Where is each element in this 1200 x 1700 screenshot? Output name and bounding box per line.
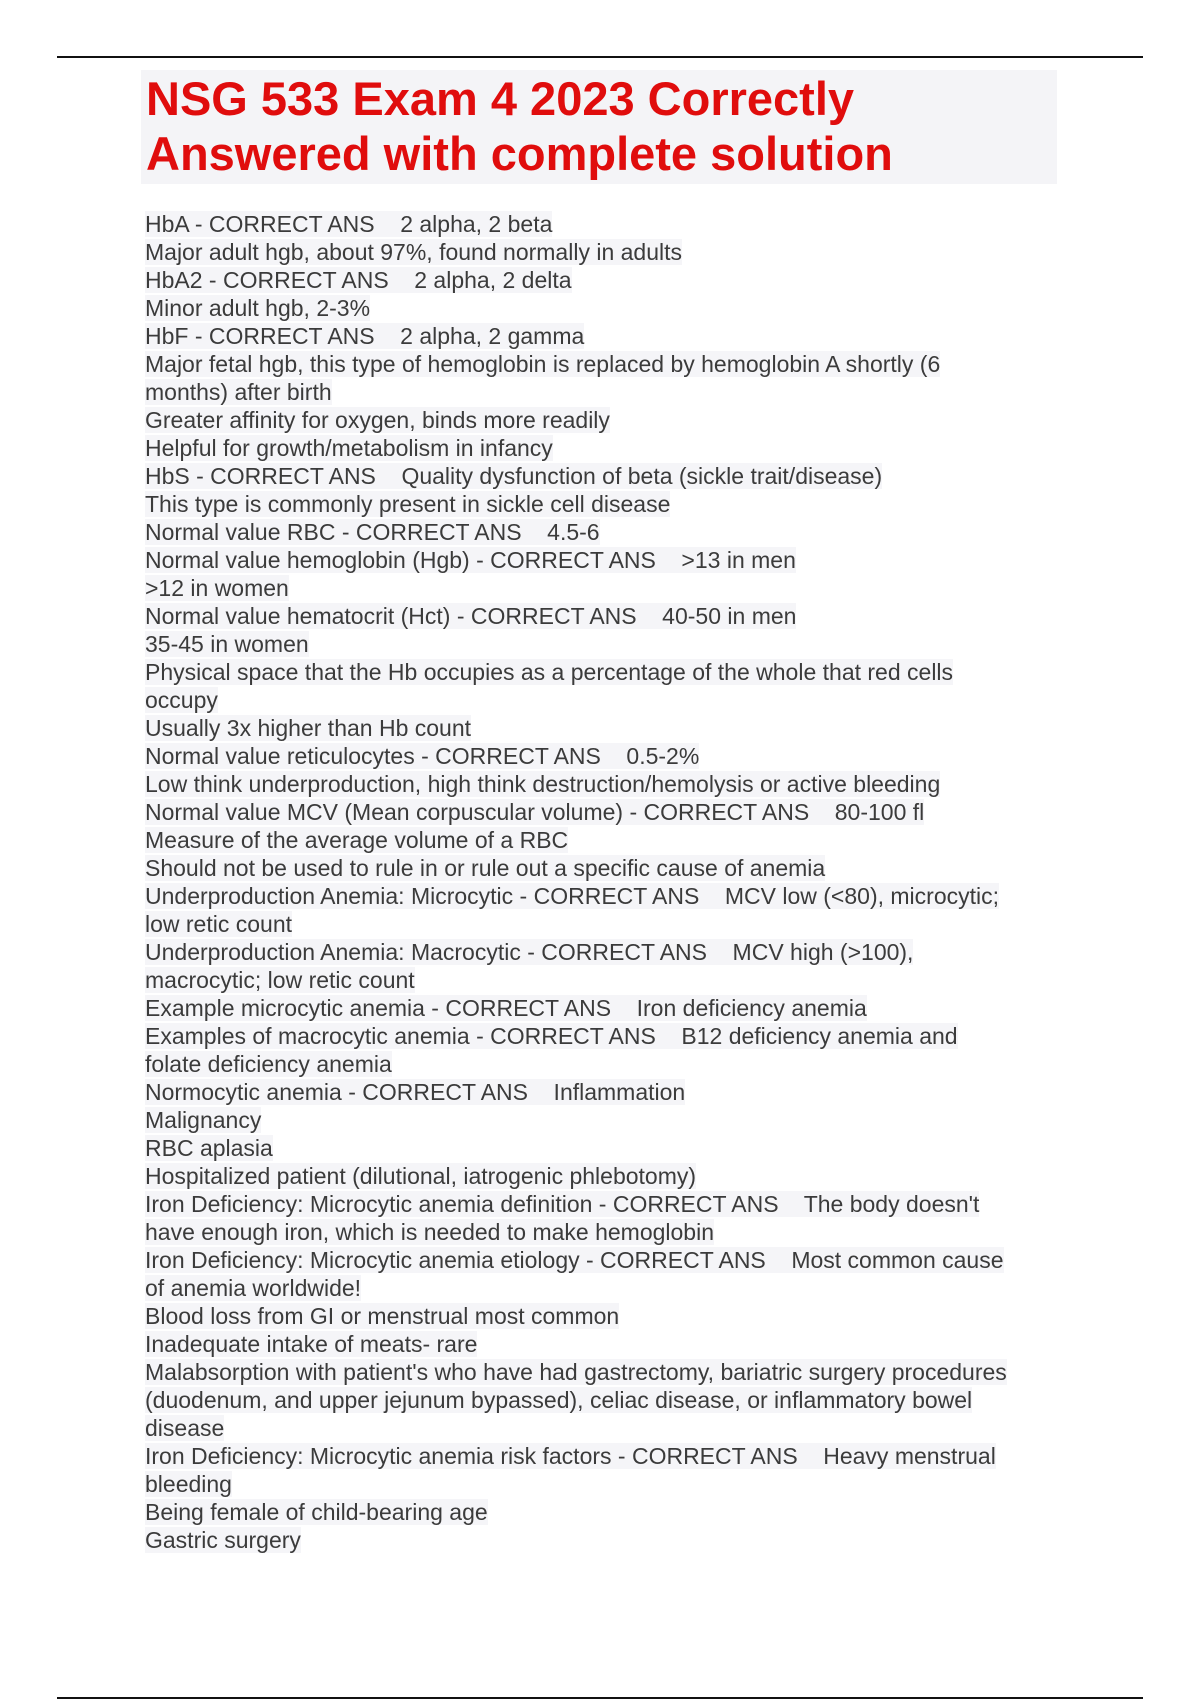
text-line: [145, 1246, 1065, 1274]
text-line: [145, 238, 1065, 266]
text-line: [145, 1106, 1065, 1134]
text-line-content: HbS - CORRECT ANS Quality dysfunction of beta (sickle trait/disease): [145, 463, 883, 489]
text-line: [145, 266, 1065, 294]
text-line-content: Normal value hemoglobin (Hgb) - CORRECT ANS >13 in men: [145, 547, 796, 573]
text-line-content: Gastric surgery: [145, 1527, 301, 1553]
text-line: [145, 1162, 1065, 1190]
text-line: [145, 1078, 1065, 1106]
text-line-content: Greater affinity for oxygen, binds more readily: [145, 407, 610, 433]
text-line-content: HbA2 - CORRECT ANS 2 alpha, 2 delta: [145, 267, 572, 293]
text-line-content: Major fetal hgb, this type of hemoglobin is replaced by hemoglobin A shortly (6: [145, 351, 941, 377]
text-line-content: Blood loss from GI or menstrual most common: [145, 1303, 620, 1329]
text-line-content: Major adult hgb, about 97%, found normally in adults: [145, 239, 682, 265]
text-line: [145, 1498, 1065, 1526]
text-line: [145, 1358, 1065, 1386]
document-body: [145, 210, 1065, 1554]
text-line: [145, 1190, 1065, 1218]
text-line-content: Underproduction Anemia: Macrocytic - CORRECT ANS MCV high (>100),: [145, 939, 914, 965]
text-line-content: have enough iron, which is needed to make hemoglobin: [145, 1219, 714, 1245]
text-line: [145, 742, 1065, 770]
text-line: [145, 1526, 1065, 1554]
text-line-content: Examples of macrocytic anemia - CORRECT ANS B12 deficiency anemia and: [145, 1023, 958, 1049]
text-line-content: folate deficiency anemia: [145, 1051, 392, 1077]
text-line-content: Usually 3x higher than Hb count: [145, 715, 472, 741]
text-line: [145, 378, 1065, 406]
text-line-content: occupy: [145, 687, 218, 713]
text-line: [145, 1442, 1065, 1470]
top-rule: [57, 56, 1143, 58]
text-line-content: Helpful for growth/metabolism in infancy: [145, 435, 553, 461]
text-line-content: Hospitalized patient (dilutional, iatrogenic phlebotomy): [145, 1163, 697, 1189]
text-line: [145, 1302, 1065, 1330]
text-line: [145, 546, 1065, 574]
text-line: [145, 994, 1065, 1022]
text-line: [145, 798, 1065, 826]
text-line-content: Measure of the average volume of a RBC: [145, 827, 569, 853]
text-line-content: Iron Deficiency: Microcytic anemia etiology - CORRECT ANS Most common cause: [145, 1247, 1004, 1273]
text-line: [145, 854, 1065, 882]
text-line: [145, 1330, 1065, 1358]
document-title: [141, 70, 1057, 184]
text-line-content: Inadequate intake of meats- rare: [145, 1331, 478, 1357]
text-line: [145, 294, 1065, 322]
text-line-content: 35-45 in women: [145, 631, 309, 657]
text-line-content: RBC aplasia: [145, 1135, 273, 1161]
text-line: [145, 882, 1065, 910]
text-line-content: (duodenum, and upper jejunum bypassed), celiac disease, or inflammatory bowel: [145, 1387, 973, 1413]
text-line-content: HbF - CORRECT ANS 2 alpha, 2 gamma: [145, 323, 585, 349]
text-line-content: macrocytic; low retic count: [145, 967, 415, 993]
text-line-content: Underproduction Anemia: Microcytic - CORRECT ANS MCV low (<80), microcytic;: [145, 883, 999, 909]
bottom-rule: [57, 1697, 1143, 1699]
text-line-content: months) after birth: [145, 379, 332, 405]
text-line-content: Iron Deficiency: Microcytic anemia definition - CORRECT ANS The body doesn't: [145, 1191, 980, 1217]
text-line: [145, 686, 1065, 714]
text-line-content: Minor adult hgb, 2-3%: [145, 295, 371, 321]
text-line: [145, 490, 1065, 518]
text-line-content: Iron Deficiency: Microcytic anemia risk factors - CORRECT ANS Heavy menstrual: [145, 1443, 996, 1469]
text-line-content: Normal value hematocrit (Hct) - CORRECT ANS 40-50 in men: [145, 603, 797, 629]
text-line-content: of anemia worldwide!: [145, 1275, 362, 1301]
text-line: [145, 462, 1065, 490]
text-line-content: Normocytic anemia - CORRECT ANS Inflammation: [145, 1079, 686, 1105]
text-line: [145, 966, 1065, 994]
text-line: [145, 1134, 1065, 1162]
title-line-2: Answered with complete solution: [146, 127, 893, 180]
text-line: [145, 322, 1065, 350]
text-line-content: low retic count: [145, 911, 293, 937]
text-line: [145, 910, 1065, 938]
text-line: [145, 938, 1065, 966]
text-line: [145, 1414, 1065, 1442]
text-line: [145, 210, 1065, 238]
text-line-content: HbA - CORRECT ANS 2 alpha, 2 beta: [145, 211, 553, 237]
text-line: [145, 658, 1065, 686]
text-line: [145, 518, 1065, 546]
text-line-content: Physical space that the Hb occupies as a percentage of the whole that red cells: [145, 659, 954, 685]
text-line-content: disease: [145, 1415, 225, 1441]
text-line: [145, 406, 1065, 434]
text-line-content: Normal value reticulocytes - CORRECT ANS 0.5-2%: [145, 743, 700, 769]
text-line-content: Normal value RBC - CORRECT ANS 4.5-6: [145, 519, 600, 545]
title-line-1: NSG 533 Exam 4 2023 Correctly: [146, 72, 855, 125]
text-line: [145, 630, 1065, 658]
text-line-content: bleeding: [145, 1471, 232, 1497]
text-line-content: Normal value MCV (Mean corpuscular volume) - CORRECT ANS 80-100 fl: [145, 799, 925, 825]
text-line: [145, 1022, 1065, 1050]
text-line-content: >12 in women: [145, 575, 289, 601]
text-line: [145, 434, 1065, 462]
text-line: [145, 1274, 1065, 1302]
text-line-content: Malignancy: [145, 1107, 262, 1133]
text-line-content: Being female of child-bearing age: [145, 1499, 488, 1525]
text-line: [145, 770, 1065, 798]
text-line: [145, 1218, 1065, 1246]
text-line: [145, 1050, 1065, 1078]
text-line: [145, 350, 1065, 378]
text-line-content: Malabsorption with patient's who have had gastrectomy, bariatric surgery procedures: [145, 1359, 1007, 1385]
text-line: [145, 574, 1065, 602]
text-line-content: Low think underproduction, high think destruction/hemolysis or active bleeding: [145, 771, 941, 797]
text-line: [145, 602, 1065, 630]
text-line: [145, 826, 1065, 854]
text-line: [145, 714, 1065, 742]
text-line-content: Example microcytic anemia - CORRECT ANS Iron deficiency anemia: [145, 995, 867, 1021]
text-line-content: This type is commonly present in sickle cell disease: [145, 491, 671, 517]
text-line: [145, 1470, 1065, 1498]
text-line: [145, 1386, 1065, 1414]
text-line-content: Should not be used to rule in or rule out a specific cause of anemia: [145, 855, 826, 881]
